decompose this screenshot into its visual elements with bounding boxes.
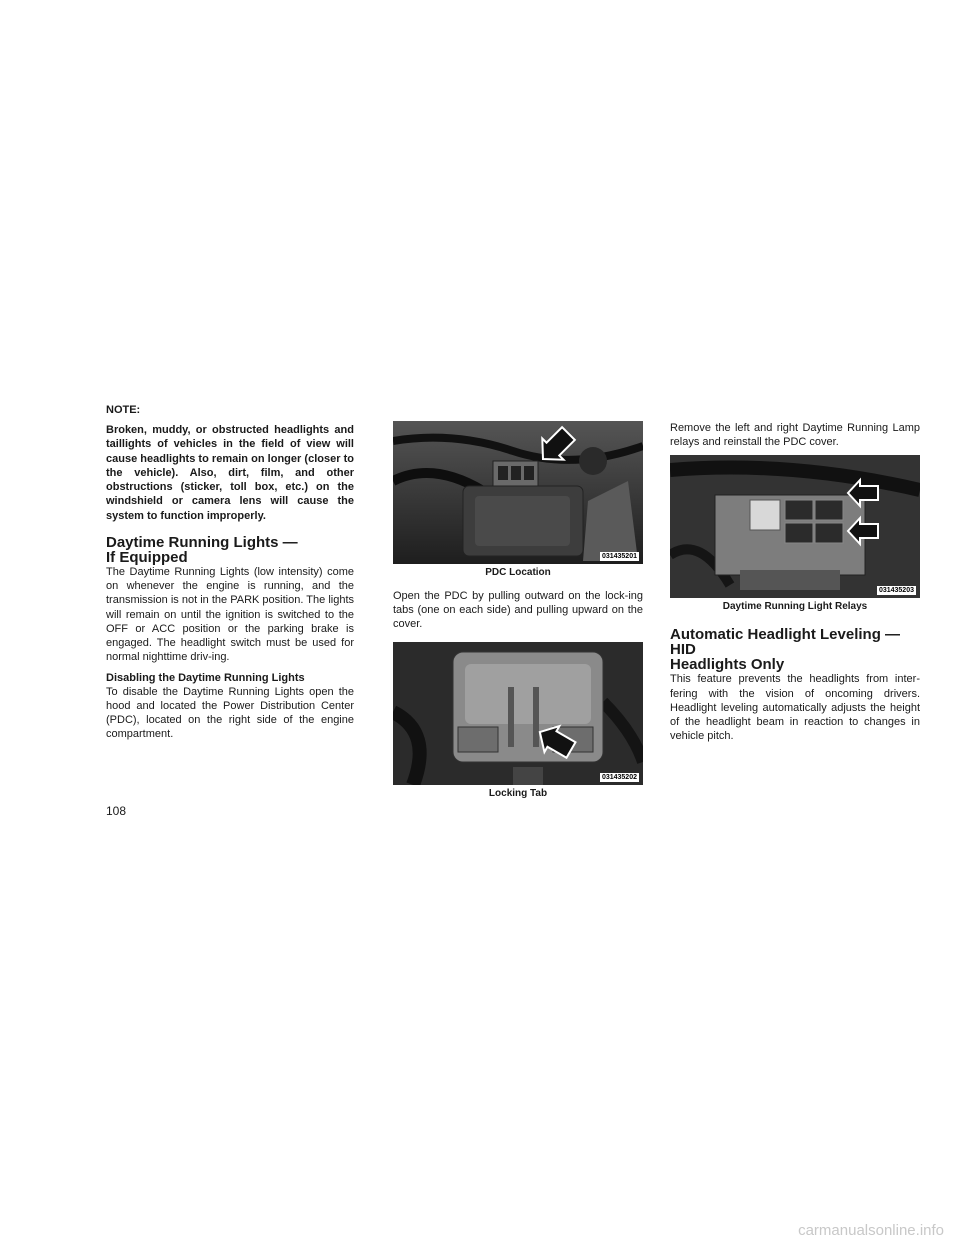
disable-heading: Disabling the Daytime Running Lights bbox=[106, 671, 305, 684]
drl-heading-line2: If Equipped bbox=[106, 549, 188, 567]
note-body: Broken, muddy, or obstructed headlights and taillights of vehicles in the field of view will cause headlights to remain on longer (closer to the vehicle). Also, dirt, film, and other obstructions (sticker, toll box, etc.) on the windshield or camera lens will cause the system to function improperly. bbox=[106, 424, 354, 522]
ahl-heading-line1: Automatic Headlight Leveling — HID bbox=[670, 626, 901, 659]
open-pdc-body: Open the PDC by pulling outward on the lock-ing tabs (one on each side) and pulling upward on the cover. bbox=[393, 590, 643, 631]
disable-body: To disable the Daytime Running Lights open the hood and located the Power Distribution Center (PDC), located on the right side of the engine compartment. bbox=[106, 685, 354, 741]
pdc-location-photo bbox=[393, 421, 643, 564]
locking-tab-photo bbox=[393, 642, 643, 785]
note-heading: NOTE: bbox=[106, 404, 141, 416]
figure-code: 031435203 bbox=[878, 587, 914, 595]
relay-illustration bbox=[670, 455, 920, 598]
ahl-heading-line2: Headlights Only bbox=[670, 656, 785, 674]
relays-photo bbox=[670, 455, 920, 598]
engine-bay-illustration bbox=[393, 421, 643, 564]
page-number: 108 bbox=[106, 804, 127, 818]
right-column bbox=[670, 421, 920, 743]
middle-column bbox=[393, 421, 643, 800]
figure-caption: Locking Tab bbox=[488, 787, 548, 799]
figure-caption: Daytime Running Light Relays bbox=[722, 601, 868, 613]
figure-caption: PDC Location bbox=[485, 567, 551, 578]
left-column bbox=[106, 403, 354, 742]
drl-heading-line1: Daytime Running Lights — bbox=[106, 534, 298, 552]
ahl-heading bbox=[670, 627, 920, 672]
footer-watermark: carmanualsonline.info bbox=[798, 1222, 944, 1239]
drl-body: The Daytime Running Lights (low intensity) come on whenever the engine is running, and the transmission is not in the PARK position. The lights will remain on until the ignition is switched to the OFF or ACC position or the parking brake is engaged. The headlight switch must be used for normal nighttime driv-ing. bbox=[106, 566, 354, 664]
pdc-cover-illustration bbox=[393, 642, 643, 785]
ahl-body: This feature prevents the headlights from inter-fering with the vision of oncoming drivers. Headlight leveling automatically adjusts the height of the headlight beam in reaction to changes in vehicle pitch. bbox=[670, 673, 920, 743]
figure-code: 031435201 bbox=[601, 553, 637, 560]
figure-code: 031435202 bbox=[601, 773, 637, 781]
remove-relays-body: Remove the left and right Daytime Running Lamp relays and reinstall the PDC cover. bbox=[670, 422, 920, 449]
drl-heading bbox=[106, 535, 354, 565]
